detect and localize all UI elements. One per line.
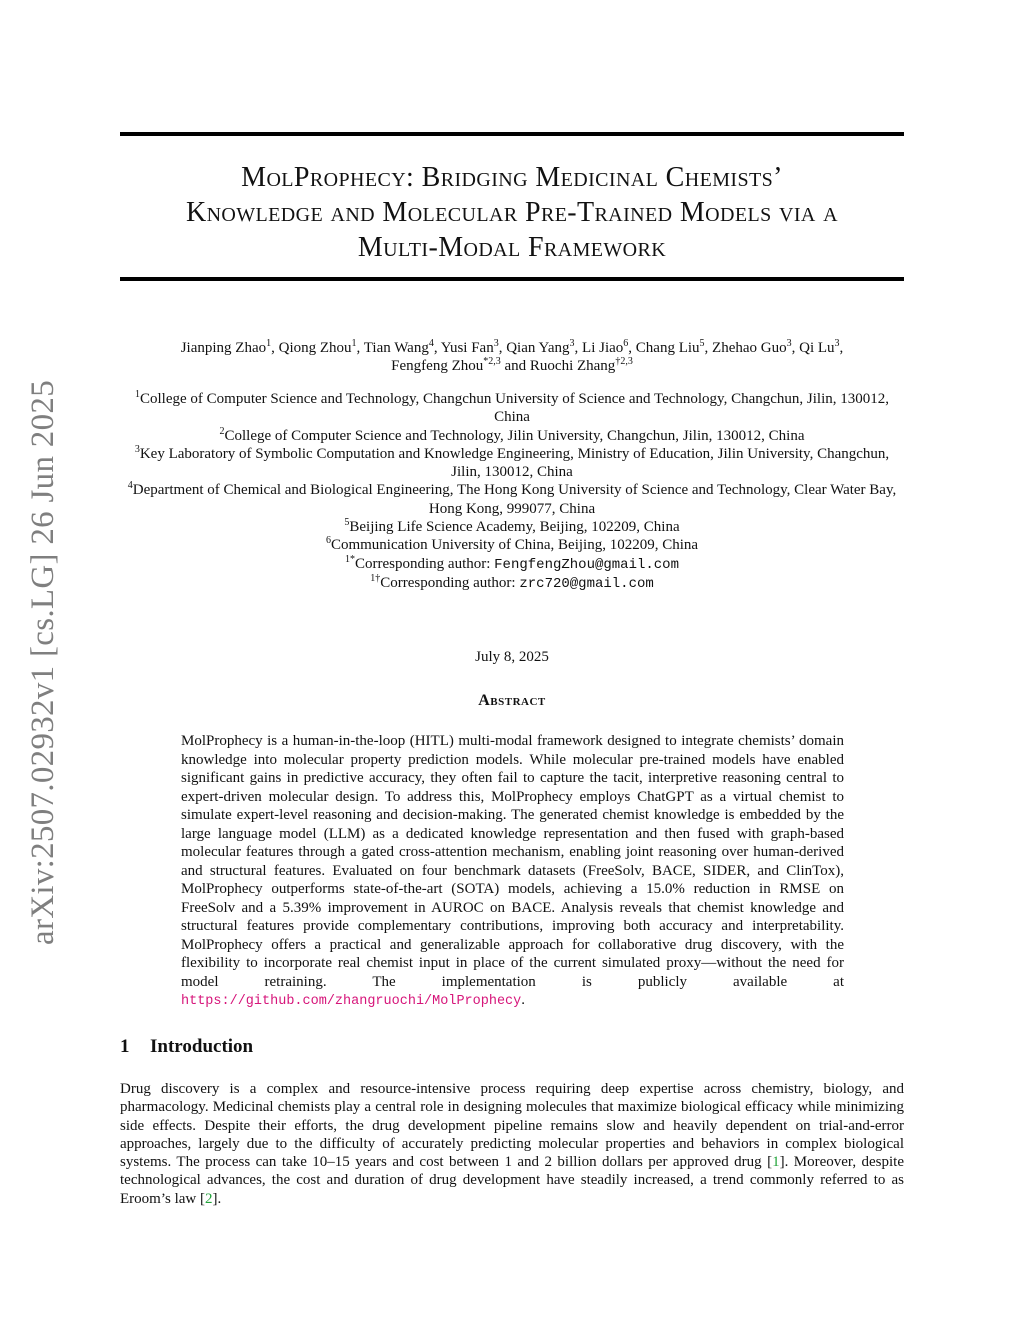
affiliation-mark: 5 [344, 517, 350, 529]
section-title: Introduction [150, 1036, 254, 1057]
corresponding-label: Corresponding author: [355, 555, 495, 572]
intro-text: ]. Moreover, despite technological advances, the cost and duration of drug development have steadily increased, a trend commonly referred to as Eroom’s law [ [120, 1154, 905, 1207]
affiliation-text: Beijing Life Science Academy, Beijing, 102209, China [349, 519, 680, 536]
intro-text: ]. [212, 1190, 222, 1207]
author-affiliation-mark: 3 [786, 338, 792, 349]
citation-link[interactable]: 2 [204, 1190, 213, 1207]
author-affiliation-mark: 1 [351, 338, 357, 349]
author-affiliation-mark: 3 [493, 338, 499, 349]
abstract-heading: Abstract [478, 692, 546, 709]
title-bottom-rule [120, 277, 904, 281]
affiliation-4 [120, 481, 904, 518]
affiliation-mark: 2 [219, 425, 225, 437]
affiliation-text: Key Laboratory of Symbolic Computation and Knowledge Engineering, Ministry of Education, Jilin University, Changchun, Jilin, 130012, China [139, 445, 890, 481]
affiliation-text: College of Computer Science and Technology, Changchun University of Science and Technology, Changchun, Jilin, 130012, China [140, 391, 889, 426]
affiliation-text: Department of Chemical and Biological Engineering, The Hong Kong University of Science and Technology, Clear Water Bay, Hong Kong, 999077, China [132, 482, 897, 517]
author-affiliation-mark: 6 [623, 338, 629, 349]
author-affiliation-mark: 1 [266, 338, 272, 349]
introduction-paragraph [120, 1080, 904, 1208]
affiliation-5 [120, 518, 904, 536]
author-name: , Qian Yang [498, 340, 570, 356]
affiliation-1 [120, 390, 904, 427]
author-separator: , [839, 340, 844, 356]
section-heading-introduction [120, 1036, 253, 1058]
publication-date: July 8, 2025 [475, 649, 549, 665]
affiliation-list [120, 390, 904, 593]
arxiv-identifier-stamp [18, 372, 68, 952]
abstract-text: MolProphecy is a human-in-the-loop (HITL) multi-modal framework designed to integrate chemists’ domain knowledge into molecular property prediction models. While molecular pre-trained models have enabled significant gains in predictive accuracy, they often fail to capture the tacit, interpretive reasoning central to expert-driven molecular design. To address this, MolProphecy employs ChatGPT as a virtual chemist to simulate expert-level reasoning and decision-making. The generated chemist knowledge is embedded by the large language model (LLM) as a dedicated knowledge representation and then fused with graph-based molecular features through a gated cross-attention mechanism, enabling joint reasoning over human-derived and structural features. Evaluated on four benchmark datasets (FreeSolv, BACE, SIDER, and ClinTox), MolProphecy outperforms state-of-the-art (SOTA) models, achieving a 15.0% reduction in RMSE on FreeSolv and a 5.39% improvement in AUROC on BACE. Analysis reveals that chemist knowledge and structural features provide complementary contributions, improving both accuracy and interpretability. MolProphecy offers a practical and generalizable approach for collaborative drug discovery, with the flexibility to incorporate real chemist input in place of the current simulated proxy—without the need for model retraining. The implementation is publicly available at [181, 733, 844, 990]
author-affiliation-mark: 3 [569, 338, 575, 349]
title-top-rule [120, 132, 904, 136]
abstract-body [181, 732, 844, 1012]
corresponding-author-2 [120, 574, 904, 593]
author-affiliation-mark: 5 [699, 338, 705, 349]
affiliation-3 [120, 445, 904, 482]
paper-title [120, 160, 904, 265]
title-line-2: Knowledge and Molecular Pre-Trained Models via a [185, 197, 839, 228]
affiliation-6 [120, 536, 904, 554]
arxiv-identifier-text: arXiv:2507.02932v1 [cs.LG] 26 Jun 2025 [24, 379, 61, 945]
intro-text: Drug discovery is a complex and resource-intensive process requiring deep expertise across chemistry, biology, and pharmacology. Medicinal chemists play a central role in designing molecules that maximize biological efficacy while minimizing side effects. Despite their efforts, the drug development pipeline remains slow and heavily dependent on trial-and-error approaches, largely due to the difficulty of accurately predicting molecular properties and behaviors in complex biological systems. The process can take 10–15 years and cost between 1 and 2 billion dollars per approved drug [ [120, 1081, 904, 1171]
author-affiliation-mark: 3 [834, 338, 840, 349]
author-name: , Chang Liu [628, 340, 700, 356]
corresponding-mark: 1* [345, 553, 355, 565]
affiliation-text: College of Computer Science and Technology, Jilin University, Changchun, Jilin, 130012, China [224, 427, 805, 444]
author-name: , Zhehao Guo [704, 340, 787, 356]
author-name: Jianping Zhao [180, 340, 267, 356]
author-affiliation-mark: 4 [428, 338, 434, 349]
affiliation-mark: 3 [134, 443, 140, 455]
author-affiliation-mark: †2,3 [615, 356, 633, 368]
affiliation-mark: 6 [325, 535, 331, 547]
section-number: 1 [120, 1036, 130, 1057]
corresponding-label: Corresponding author: [380, 574, 520, 591]
citation-link[interactable]: 1 [772, 1154, 780, 1171]
title-line-1: MolProphecy: Bridging Medicinal Chemists’ [241, 162, 783, 193]
author-name: , Tian Wang [356, 340, 429, 356]
abstract-end: . [521, 992, 526, 1008]
affiliation-text: Communication University of China, Beijing, 102209, China [330, 537, 699, 554]
author-list [120, 339, 904, 376]
author-affiliation-mark: *2,3 [483, 356, 501, 368]
corresponding-mark: 1† [370, 572, 381, 584]
corresponding-email[interactable]: zrc720@gmail.com [519, 575, 654, 592]
author-name: , Qiong Zhou [271, 340, 352, 356]
author-name: , Li Jiao [574, 340, 624, 356]
affiliation-mark: 4 [127, 480, 133, 492]
title-line-3: Multi-Modal Framework [357, 232, 667, 263]
author-name: and Ruochi Zhang [500, 358, 616, 375]
author-name: Fengfeng Zhou [391, 358, 484, 375]
corresponding-author-1 [120, 555, 904, 574]
affiliation-mark: 1 [135, 389, 140, 400]
author-name: , Qi Lu [791, 340, 835, 356]
affiliation-2 [120, 427, 904, 445]
corresponding-email[interactable]: FengfengZhou@gmail.com [494, 556, 679, 573]
github-link[interactable]: https://github.com/zhangruochi/MolProphecy [181, 994, 522, 1009]
author-name: , Yusi Fan [433, 340, 494, 356]
